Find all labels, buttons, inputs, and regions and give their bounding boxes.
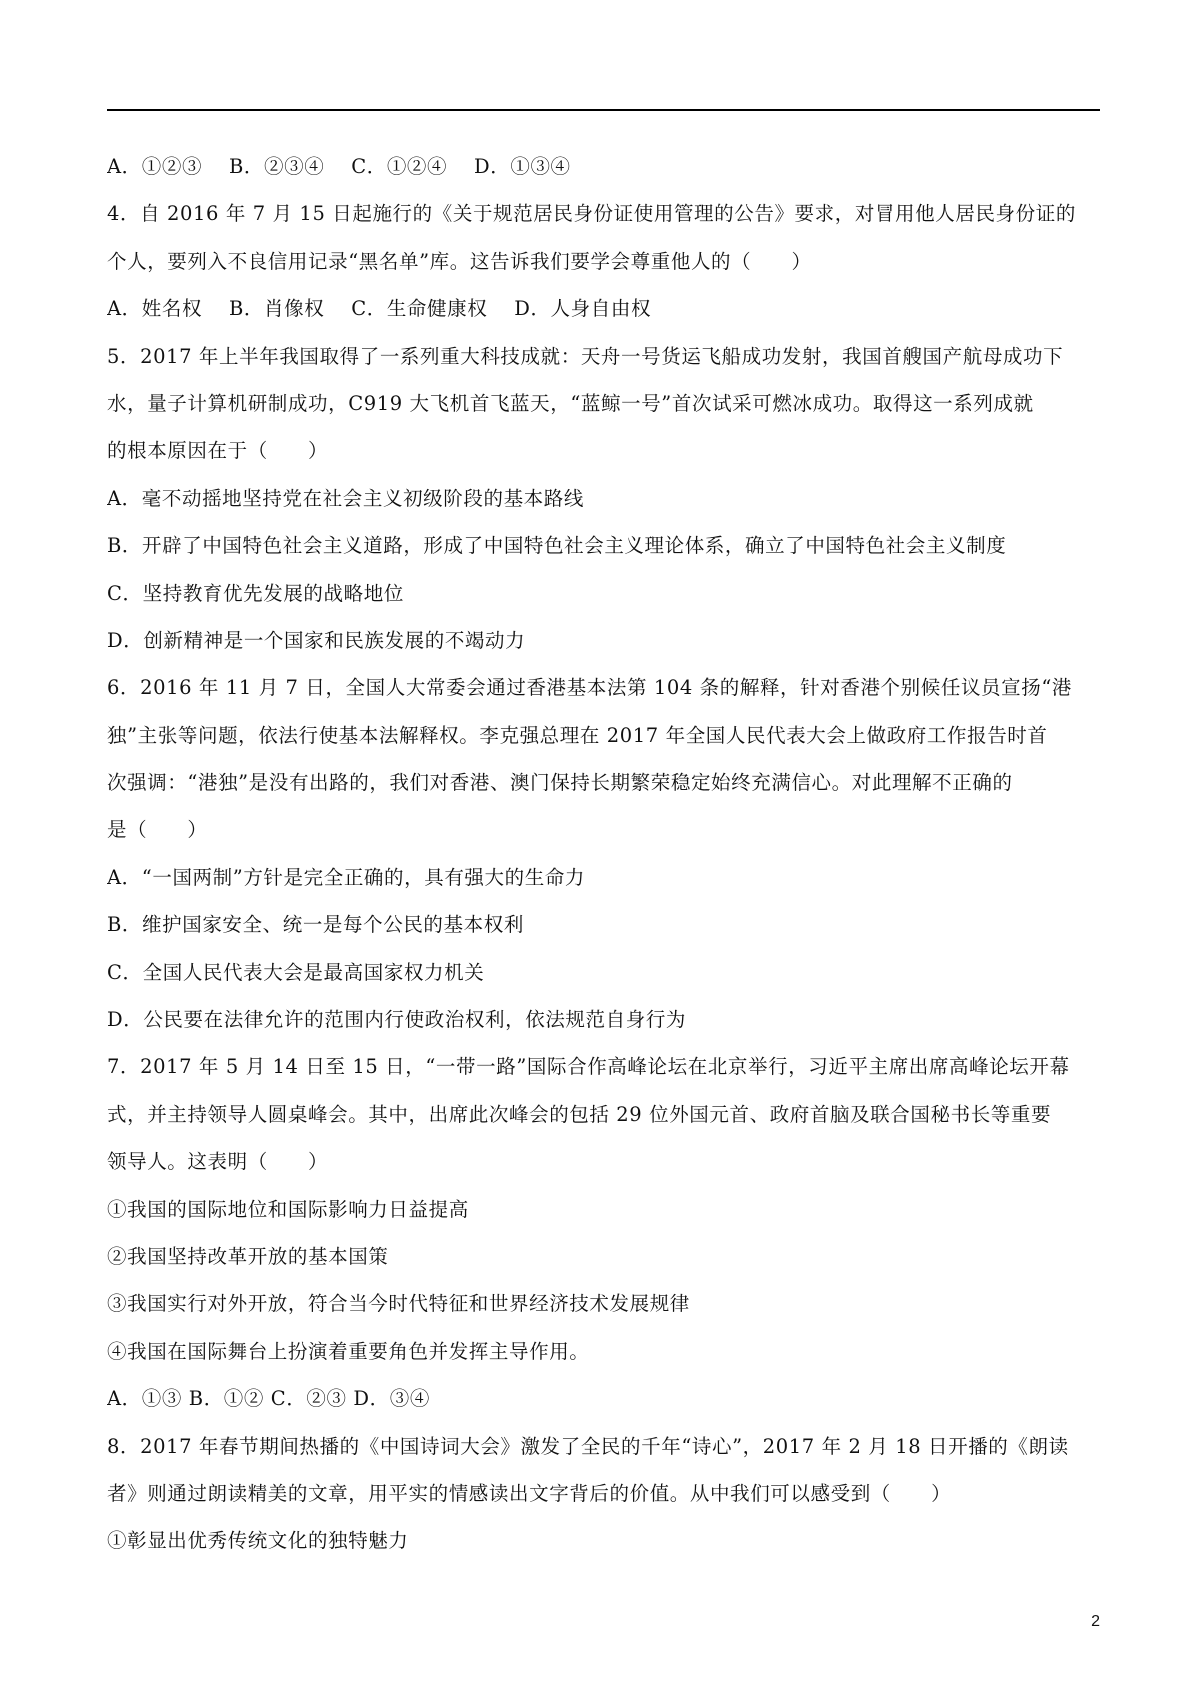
q8-statement-1: ①彰显出优秀传统文化的独特魅力	[107, 1529, 409, 1553]
q6-stem-line-2: 独”主张等问题，依法行使基本法解释权。李克强总理在 2017 年全国人民代表大会上做政府工作报告时首	[107, 723, 1048, 747]
q3-options: A．①②③ B．②③④ C．①②④ D．①③④	[107, 155, 571, 178]
q5-stem-line-1: 5．2017 年上半年我国取得了一系列重大科技成就：天舟一号货运飞船成功发射，我国首艘国产航母成功下	[107, 344, 1064, 368]
document-body	[107, 152, 1100, 1574]
q4-options: A．姓名权 B．肖像权 C．生命健康权 D．人身自由权	[107, 297, 652, 321]
q5-stem-line-3: 的根本原因在于（ ）	[107, 439, 329, 463]
q8-stem-line-1: 8．2017 年春节期间热播的《中国诗词大会》激发了全民的千年“诗心”，2017 年 2 月 18 日开播的《朗读	[107, 1434, 1069, 1458]
q8-stem-line-2: 者》则通过朗读精美的文章，用平实的情感读出文字背后的价值。从中我们可以感受到（ ）	[107, 1481, 952, 1505]
q4-stem-line-1: 4．自 2016 年 7 月 15 日起施行的《关于规范居民身份证使用管理的公告》要求，对冒用他人居民身份证的	[107, 202, 1076, 226]
q6-option-a: A．“一国两制”方针是完全正确的，具有强大的生命力	[107, 865, 586, 889]
q7-statement-1: ①我国的国际地位和国际影响力日益提高	[107, 1197, 469, 1221]
q7-stem-line-1: 7．2017 年 5 月 14 日至 15 日，“一带一路”国际合作高峰论坛在北京举行，习近平主席出席高峰论坛开幕	[107, 1055, 1070, 1079]
q7-statement-4: ④我国在国际舞台上扮演着重要角色并发挥主导作用。	[107, 1339, 590, 1363]
header-rule	[107, 109, 1100, 111]
q7-stem-line-2: 式，并主持领导人圆桌峰会。其中，出席此次峰会的包括 29 位外国元首、政府首脑及联合国秘书长等重要	[107, 1102, 1052, 1126]
q6-stem-line-3: 次强调：“港独”是没有出路的，我们对香港、澳门保持长期繁荣稳定始终充满信心。对此理解不正确的	[107, 771, 1013, 795]
q6-option-d: D．公民要在法律允许的范围内行使政治权利，依法规范自身行为	[107, 1008, 687, 1032]
q5-option-a: A．毫不动摇地坚持党在社会主义初级阶段的基本路线	[107, 486, 584, 510]
q7-options: A．①③ B．①② C．②③ D．③④	[107, 1387, 430, 1411]
q5-stem-line-2: 水，量子计算机研制成功，C919 大飞机首飞蓝天，“蓝鲸一号”首次试采可燃冰成功。取得这一系列成就	[107, 391, 1034, 415]
q4-stem-line-2: 个人，要列入不良信用记录“黑名单”库。这告诉我们要学会尊重他人的（ ）	[107, 249, 812, 273]
q6-stem-line-1: 6．2016 年 11 月 7 日，全国人大常委会通过香港基本法第 104 条的解释，针对香港个别候任议员宣扬“港	[107, 676, 1073, 700]
q5-option-d: D．创新精神是一个国家和民族发展的不竭动力	[107, 628, 526, 652]
page-number: 2	[1091, 1613, 1100, 1630]
q6-option-c: C．全国人民代表大会是最高国家权力机关	[107, 960, 485, 984]
q7-statement-3: ③我国实行对外开放，符合当今时代特征和世界经济技术发展规律	[107, 1292, 690, 1316]
q6-option-b: B．维护国家安全、统一是每个公民的基本权利	[107, 913, 524, 937]
q6-stem-line-4: 是（ ）	[107, 818, 208, 842]
q7-stem-line-3: 领导人。这表明（ ）	[107, 1150, 329, 1174]
q5-option-c: C．坚持教育优先发展的战略地位	[107, 581, 404, 605]
q7-statement-2: ②我国坚持改革开放的基本国策	[107, 1244, 389, 1268]
q5-option-b: B．开辟了中国特色社会主义道路，形成了中国特色社会主义理论体系，确立了中国特色社会主义制度	[107, 534, 1007, 558]
